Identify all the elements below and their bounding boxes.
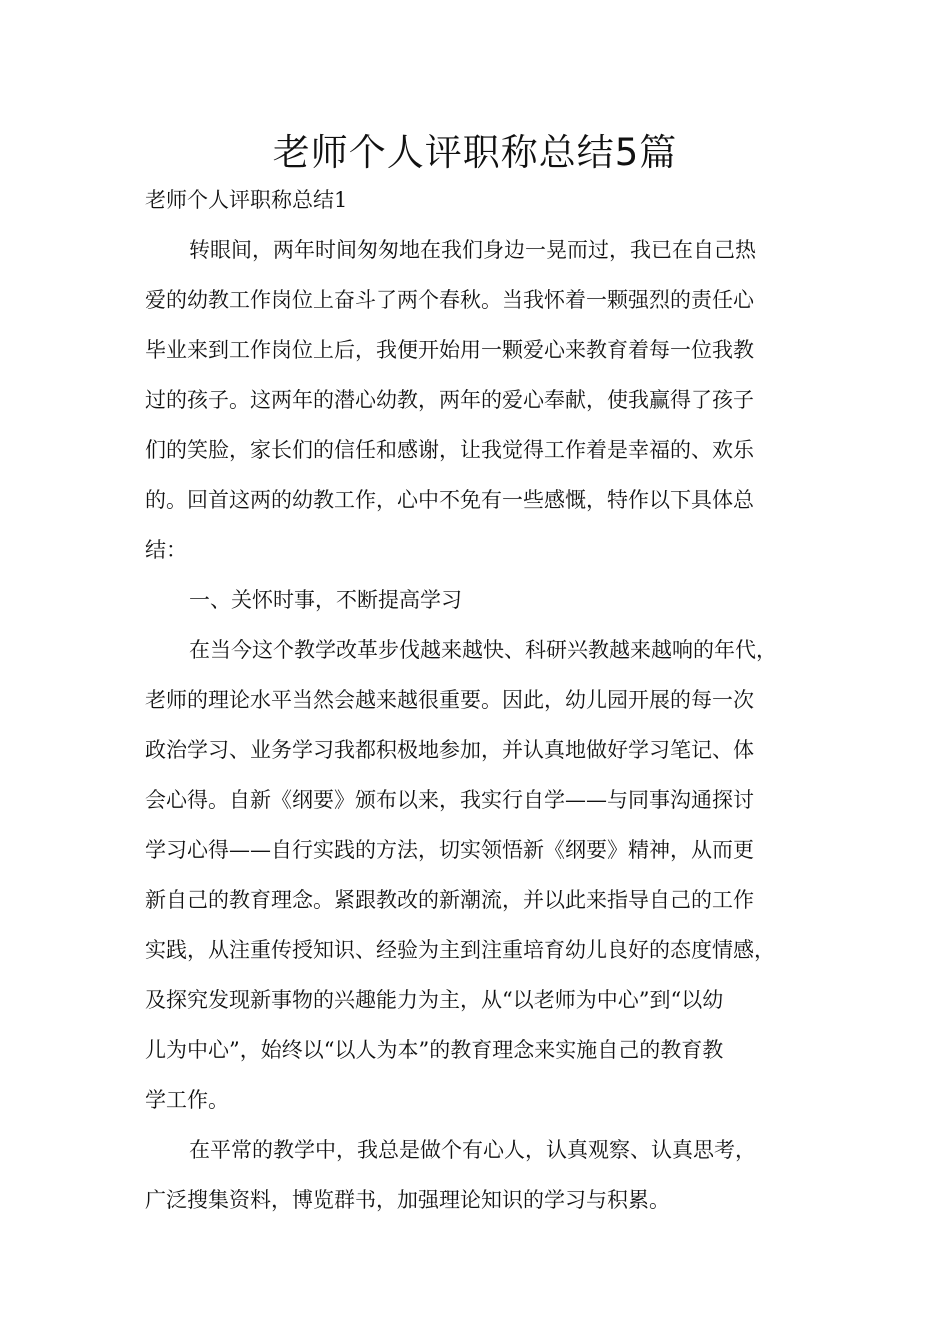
section-heading: 一、关怀时事，不断提高学习 bbox=[189, 588, 462, 612]
paragraph-line: 的。回首这两的幼教工作，心中不免有一些感慨，特作以下具体总 bbox=[145, 488, 754, 512]
paragraph-line: 儿为中心”，始终以“以人为本”的教育理念来实施自己的教育教 bbox=[145, 1038, 724, 1062]
paragraph-line: 新自己的教育理念。紧跟教改的新潮流，并以此来指导自己的工作 bbox=[145, 888, 754, 912]
paragraph-line: 学工作。 bbox=[145, 1088, 229, 1112]
paragraph-line: 结： bbox=[145, 538, 187, 562]
paragraph-line: 及探究发现新事物的兴趣能力为主，从“以老师为中心”到“以幼 bbox=[145, 988, 724, 1012]
paragraph-line: 政治学习、业务学习我都积极地参加，并认真地做好学习笔记、体 bbox=[145, 738, 754, 762]
paragraph-line: 在当今这个教学改革步伐越来越快、科研兴教越来越响的年代， bbox=[189, 638, 777, 662]
paragraph-line: 毕业来到工作岗位上后，我便开始用一颗爱心来教育着每一位我教 bbox=[145, 338, 754, 362]
paragraph-line: 们的笑脸，家长们的信任和感谢，让我觉得工作着是幸福的、欢乐 bbox=[145, 438, 754, 462]
paragraph-line: 爱的幼教工作岗位上奋斗了两个春秋。当我怀着一颗强烈的责任心 bbox=[145, 288, 754, 312]
paragraph-line: 学习心得——自行实践的方法，切实领悟新《纲要》精神，从而更 bbox=[145, 838, 754, 862]
paragraph-line: 广泛搜集资料，博览群书，加强理论知识的学习与积累。 bbox=[145, 1188, 670, 1212]
paragraph-line: 会心得。自新《纲要》颁布以来，我实行自学——与同事沟通探讨 bbox=[145, 788, 754, 812]
section-subtitle: 老师个人评职称总结1 bbox=[145, 188, 348, 212]
document-title: 老师个人评职称总结5篇 bbox=[272, 131, 678, 174]
paragraph-line: 老师的理论水平当然会越来越很重要。因此，幼儿园开展的每一次 bbox=[145, 688, 754, 712]
paragraph-line: 实践，从注重传授知识、经验为主到注重培育幼儿良好的态度情感， bbox=[145, 938, 775, 962]
paragraph-line: 转眼间，两年时间匆匆地在我们身边一晃而过，我已在自己热 bbox=[189, 238, 756, 262]
paragraph-line: 过的孩子。这两年的潜心幼教，两年的爱心奉献，使我赢得了孩子 bbox=[145, 388, 754, 412]
paragraph-line: 在平常的教学中，我总是做个有心人，认真观察、认真思考， bbox=[189, 1138, 756, 1162]
